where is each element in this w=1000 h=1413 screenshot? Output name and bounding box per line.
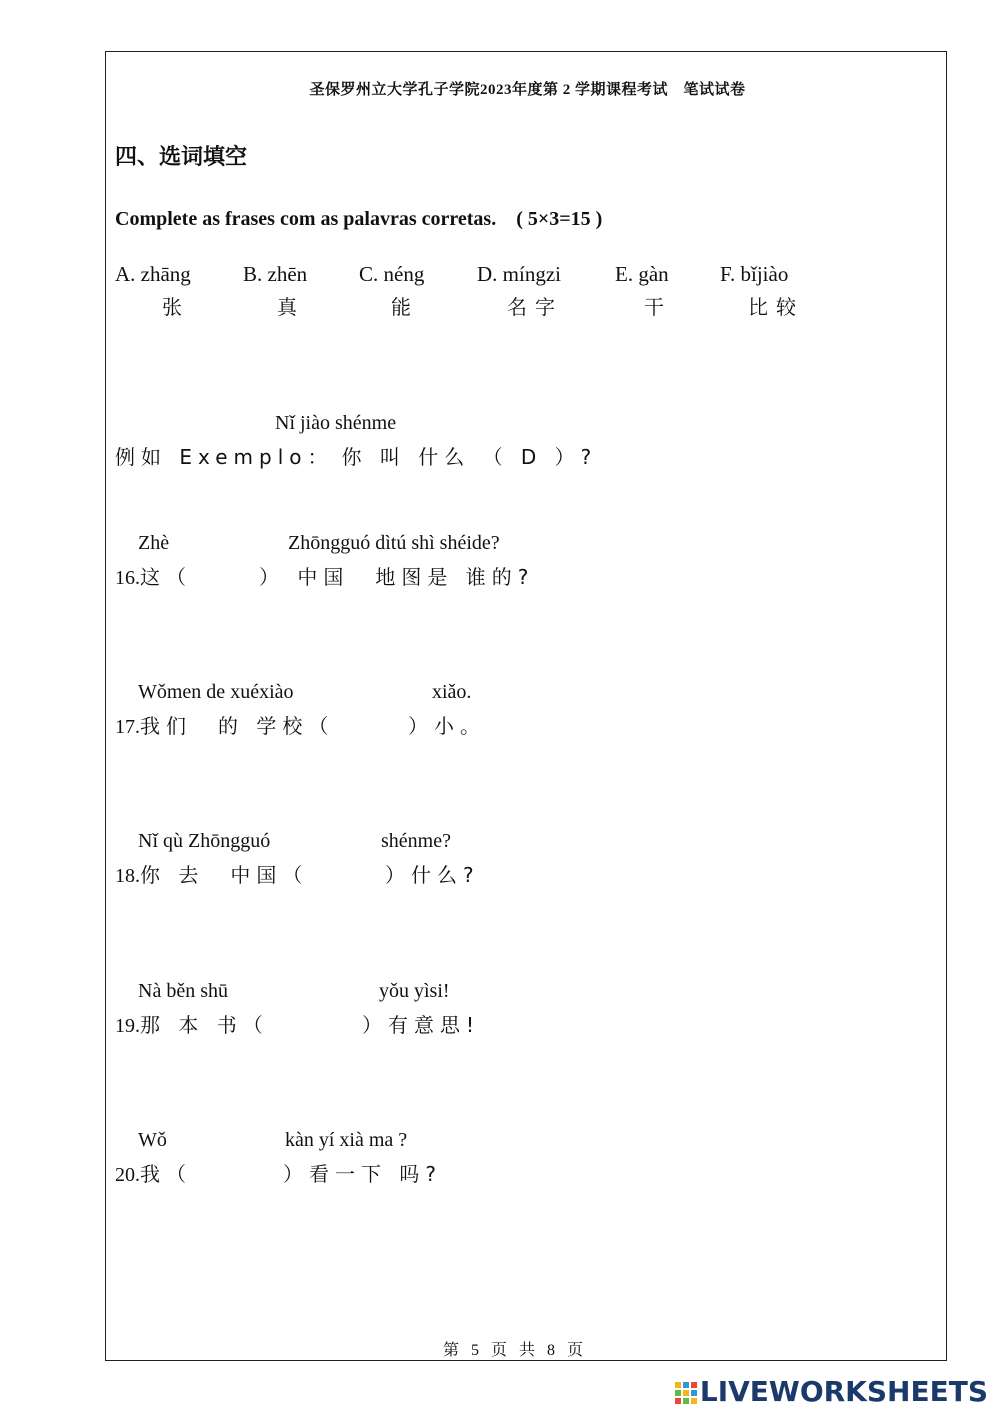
q19-pinyin-b: yǒu yìsi! <box>379 980 450 1002</box>
example-pinyin: Nǐ jiào shénme <box>275 412 397 434</box>
q18-number: 18. <box>115 865 140 887</box>
exam-header: 圣保罗州立大学孔子学院2023年度第 2 学期课程考试 笔试试卷 <box>309 82 746 98</box>
option-f-hanzi: 比较 <box>748 295 804 319</box>
example-prefix: 例如 Exemplo： <box>115 445 334 469</box>
q18-sentence-b: ）什么? <box>385 863 480 887</box>
q20-sentence-a: 我（ <box>140 1162 192 1186</box>
liveworksheets-logo <box>675 1375 988 1408</box>
q16-number: 16. <box>115 567 140 589</box>
option-e-pinyin: E. gàn <box>615 262 669 286</box>
option-f-pinyin: F. bǐjiào <box>720 262 789 286</box>
q17-number: 17. <box>115 716 140 738</box>
q18-pinyin-b: shénme? <box>381 830 451 852</box>
q17-sentence-b: ）小。 <box>408 714 486 738</box>
q19-sentence-b: ）有意思! <box>362 1013 481 1037</box>
example-sentence: 你 叫 什么 （ D ）? <box>341 445 598 469</box>
page-frame <box>105 51 947 1361</box>
option-c-hanzi: 能 <box>391 295 419 319</box>
option-b-hanzi: 真 <box>277 295 305 319</box>
q17-pinyin-b: xiǎo. <box>432 681 472 703</box>
q20-line <box>115 1158 192 1187</box>
option-c-pinyin: C. néng <box>359 262 425 286</box>
option-d-hanzi: 名字 <box>507 295 563 319</box>
q16-sentence-b: ） 中国 地图是 谁的? <box>259 565 535 589</box>
option-d-pinyin: D. míngzi <box>477 262 561 286</box>
q18-pinyin-a: Nǐ qù Zhōngguó <box>138 830 271 852</box>
option-b-pinyin: B. zhēn <box>243 262 308 286</box>
q20-number: 20. <box>115 1164 140 1186</box>
liveworksheets-icon <box>675 1382 697 1404</box>
q16-sentence-a: 这（ <box>140 565 192 589</box>
q18-line <box>115 859 308 888</box>
q17-pinyin-a: Wǒmen de xuéxiào <box>138 681 294 703</box>
instructions: Complete as frases com as palavras corretas. ( 5×3=15 ) <box>115 208 603 230</box>
q16-pinyin-b: Zhōngguó dìtú shì shéide? <box>288 532 500 554</box>
section-title: 四、选词填空 <box>115 145 248 170</box>
option-a-hanzi: 张 <box>162 295 190 319</box>
brand-text: LIVEWORKSHEETS <box>699 1375 988 1408</box>
q20-pinyin-a: Wǒ <box>138 1129 167 1151</box>
option-a-pinyin: A. zhāng <box>115 262 191 286</box>
example-line <box>115 441 597 470</box>
q17-sentence-a: 我们 的 学校（ <box>140 714 335 738</box>
page-footer: 第 5 页 共 8 页 <box>442 1342 587 1359</box>
q16-pinyin-a: Zhè <box>138 532 170 554</box>
q19-pinyin-a: Nà běn shū <box>138 980 228 1002</box>
q18-sentence-a: 你 去 中国（ <box>140 863 309 887</box>
q20-pinyin-b: kàn yí xià ma ? <box>285 1129 408 1151</box>
q19-sentence-a: 那 本 书（ <box>140 1013 269 1037</box>
q17-line <box>115 710 334 739</box>
q19-line <box>115 1009 269 1038</box>
q20-sentence-b: ）看一下 吗? <box>283 1162 442 1186</box>
option-e-hanzi: 干 <box>644 295 672 319</box>
q19-number: 19. <box>115 1015 140 1037</box>
q16-line <box>115 561 192 590</box>
